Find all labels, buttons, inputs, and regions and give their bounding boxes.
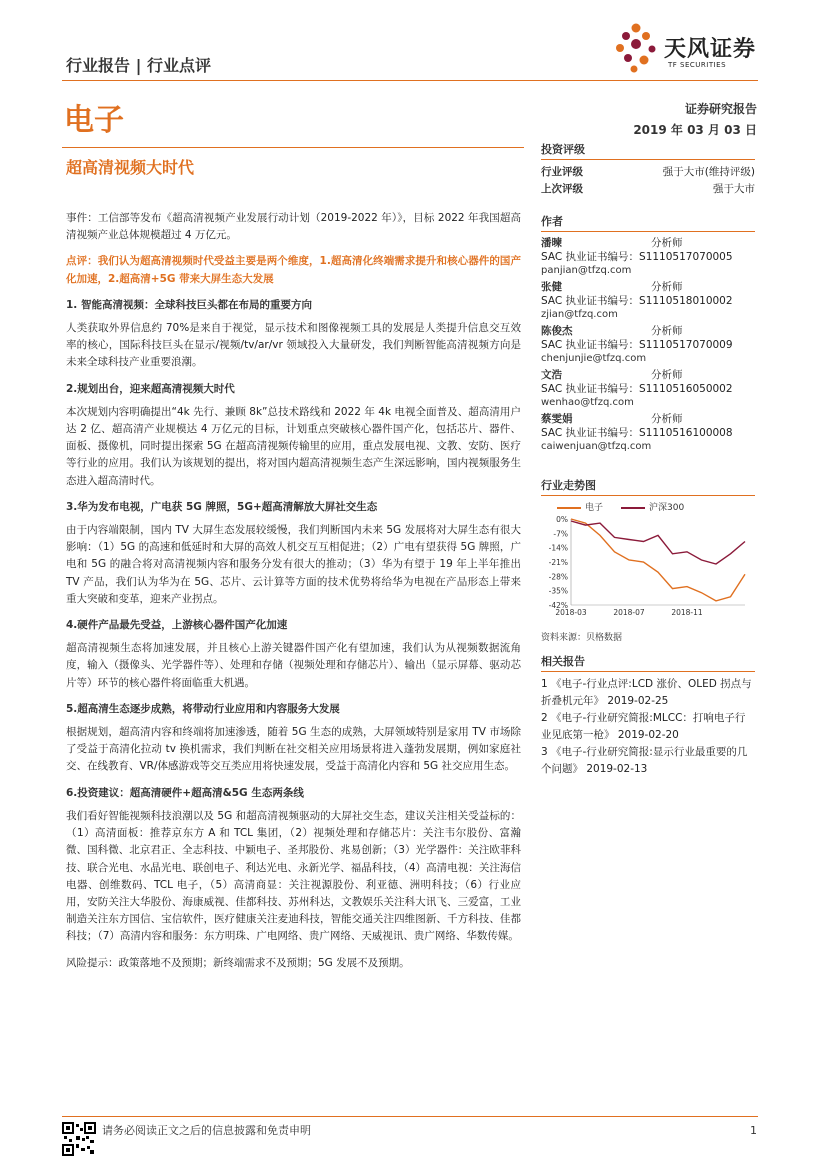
section-text: 根据规划，超高清内容和终端将加速渗透，随着 5G 生态的成熟，大屏领域特别是家用 TV 市场除了受益于高清化拉动 tv 换机需求，我们判断在社交相关应用场景将进入蓬勃发展期，例如家庭社交、在线教育、VR/体感游戏等交互类应用将快速发展，受益于高清化内容和 5G 社交应用生态。: [66, 726, 521, 773]
event-paragraph: 事件：工信部等发布《超高清视频产业发展行动计划（2019-2022 年）》，目标 2022 年我国超高清视频产业总体规模超过 4 万亿元。: [66, 212, 521, 242]
author-role: 分析师: [651, 413, 683, 425]
chart-source: 资料来源：贝格数据: [541, 633, 623, 643]
section-heading: 3.华为发布电视，广电获 5G 牌照，5G+超高清解放大屏社交生态: [66, 500, 378, 513]
trend-chart: [541, 513, 755, 625]
legend-item: [557, 500, 603, 513]
main-body: [66, 210, 521, 981]
author-entry: [541, 368, 755, 410]
y-tick-label: -7%: [553, 529, 568, 539]
rating-box: [541, 141, 755, 198]
author-entry: [541, 236, 755, 278]
page-title: 超高清视频大时代: [66, 158, 195, 177]
series-line: [571, 521, 745, 564]
author-sac: SAC 执业证书编号：S1110516050002: [541, 383, 733, 395]
trend-heading: 行业走势图: [541, 477, 755, 496]
author-email[interactable]: zjian@tfzq.com: [541, 309, 618, 320]
section-heading: 5.超高清生态逐步成熟，将带动行业应用和内容服务大发展: [66, 702, 340, 715]
tf-logo-icon: [612, 22, 660, 74]
rating-key: 行业评级: [541, 166, 583, 178]
rating-key: 上次评级: [541, 183, 583, 195]
y-tick-label: -28%: [548, 572, 568, 582]
trend-box: [541, 477, 755, 643]
authors-list: [541, 236, 755, 454]
footer-disclaimer[interactable]: 请务必阅读正文之后的信息披露和免责申明: [102, 1124, 311, 1137]
y-tick-label: -21%: [548, 558, 568, 567]
y-tick-label: -14%: [548, 543, 568, 553]
legend-label: 沪深300: [649, 503, 685, 513]
report-kind: 证券研究报告: [684, 102, 757, 116]
section-heading: 2.规划出台，迎来超高清视频大时代: [66, 382, 235, 395]
comment-paragraph: 点评：我们认为超高清视频时代受益主要是两个维度，1.超高清化终端需求提升和核心器件的国产化加速，2.超高清+5G 带来大屏生态大发展: [66, 255, 521, 285]
section-text: 本次规划内容明确提出“4k 先行、兼顾 8k”总技术路线和 2022 年 4k 电视全面普及、超高清用户达 2 亿、超高清产业规模达 4 万亿元的目标，计划重点突破核心器件国产化，包括芯片、器件、面板、摄像机，同时提出探索 5G 在超高清视频传输里的应用，重点发展电视、文教、安防、医疗等行业的应用。我们认为该规划的提出，将对国内超高清视频生态产生深远影响，国内视频服务生态进入超高清时代。: [66, 405, 521, 487]
section-heading: 1. 智能高清视频：全球科技巨头都在布局的重要方向: [66, 298, 312, 311]
author-email[interactable]: wenhao@tfzq.com: [541, 397, 634, 408]
section-text: 由于内容端限制，国内 TV 大屏生态发展较缓慢，我们判断国内未来 5G 发展将对大屏生态有很大影响：（1）5G 的高速和低延时和大屏的高效人机交互互相促进；（2）广电有望获得 5G 牌照，广电和 5G 的融合将对高清视频内容和服务分发有很大的推动；（3）华为有望于 19 年上半年推出 TV 产品，我们认为华为在 5G、芯片、云计算等方面的技术优势将给华为电视在产品形态上带来重大突破和变革，迎来产业拐点。: [66, 524, 521, 605]
author-name: 文浩: [541, 369, 562, 381]
author-entry: [541, 412, 755, 454]
related-list: [541, 676, 755, 777]
author-sac: SAC 执业证书编号：S1110516100008: [541, 427, 733, 439]
x-tick-label: 2018-03: [555, 608, 587, 617]
legend-item: [621, 500, 684, 513]
author-email[interactable]: panjian@tfzq.com: [541, 265, 632, 276]
section-text: 我们看好智能视频科技浪潮以及 5G 和超高清视频驱动的大屏社交生态，建议关注相关受益标的：（1）高清面板：推荐京东方 A 和 TCL 集团，（2）视频处理和存储芯片：关注韦尔股份、富瀚微、国科微、北京君正、全志科技、中颖电子、圣邦股份、兆易创新；（3）光学器件：关注欧菲科技、联合光电、水晶光电、联创电子、利达光电、永新光学、福晶科技，（4）高清电视：关注海信电器、创维数码、TCL 电子，（5）高清商显：关注视源股份、利亚德、洲明科技；（6）行业应用，安防关注大华股份、海康威视、佳都科技、苏州科达，文教娱乐关注科大讯飞、三爱富，工业制造关注东方国信、宝信软件，医疗健康关注麦迪科技，智能交通关注四维图新、千方科技、佳都科技；（7）高清内容和服务：东方明珠、广电网络、贵广网络、天威视讯、贵广网络、华数传媒。: [66, 809, 521, 943]
author-role: 分析师: [651, 369, 683, 381]
rating-heading: 投资评级: [541, 141, 755, 160]
series-line: [571, 519, 745, 601]
author-name: 张健: [541, 281, 562, 293]
author-role: 分析师: [651, 325, 683, 337]
brand-name-en: TF SECURITIES: [668, 61, 727, 69]
brand-name: 天风证券: [664, 37, 757, 62]
author-sac: SAC 执业证书编号：S1110517070009: [541, 339, 733, 351]
report-date: 2019 年 03 月 03 日: [633, 123, 757, 137]
authors-box: [541, 213, 755, 456]
author-email[interactable]: chenjunjie@tfzq.com: [541, 353, 647, 364]
rating-value: 强于大市(维持评级): [662, 166, 755, 178]
related-item[interactable]: 2 《电子-行业研究简报:MLCC：打响电子行业见底第一枪》 2019-02-20: [541, 712, 746, 741]
authors-heading: 作者: [541, 213, 755, 232]
x-tick-label: 2018-11: [671, 608, 703, 617]
author-email[interactable]: caiwenjuan@tfzq.com: [541, 441, 652, 452]
qr-code-icon: [62, 1122, 96, 1156]
related-item[interactable]: 1 《电子-行业点评:LCD 涨价、OLED 拐点与折叠机元年》 2019-02-25: [541, 678, 752, 707]
sector-title: 电子: [64, 103, 124, 138]
author-entry: [541, 324, 755, 366]
author-role: 分析师: [651, 237, 683, 249]
report-type: 行业报告 | 行业点评: [66, 56, 211, 75]
author-name: 陈俊杰: [541, 325, 573, 337]
author-entry: [541, 280, 755, 322]
chart-legend: [557, 500, 755, 513]
page-number: 1: [750, 1124, 757, 1137]
y-tick-label: -35%: [548, 586, 568, 596]
author-role: 分析师: [651, 281, 683, 293]
section-heading: 4.硬件产品最先受益，上游核心器件国产化加速: [66, 619, 288, 632]
related-item[interactable]: 3 《电子-行业研究简报:显示行业最重要的几个问题》 2019-02-13: [541, 746, 748, 775]
risk-paragraph: 风险提示：政策落地不及预期；新终端需求不及预期；5G 发展不及预期。: [66, 956, 410, 969]
section-heading: 6.投资建议：超高清硬件+超高清&5G 生态两条线: [66, 786, 304, 799]
author-name: 蔡雯娟: [541, 413, 573, 425]
header-divider: [62, 80, 758, 81]
rating-value: 强于大市: [713, 183, 755, 195]
related-box: [541, 653, 755, 778]
author-sac: SAC 执业证书编号：S1110518010002: [541, 295, 733, 307]
related-heading: 相关报告: [541, 653, 755, 672]
title-divider: [62, 147, 524, 148]
y-tick-label: 0%: [556, 515, 568, 524]
section-text: 人类获取外界信息约 70%是来自于视觉，显示技术和图像视频工具的发展是人类提升信息交互效率的核心，国际科技巨头在显示/视频/tv/ar/vr 领域投入大量研发，我们判断智能高清视频方向是未来全球科技产业重要浪潮。: [66, 322, 521, 369]
rating-row: [541, 181, 755, 198]
author-name: 潘暕: [541, 237, 562, 249]
footer-divider: [62, 1116, 758, 1117]
section-text: 超高清视频生态将加速发展，并且核心上游关键器件国产化有望加速，我们认为从视频数据流角度，输入（摄像头、光学器件等）、处理和存储（视频处理和存储芯片）、输出（显示屏幕、驱动芯片等）环节的核心器件将面临重大机遇。: [66, 642, 521, 689]
x-tick-label: 2018-07: [613, 608, 645, 617]
rating-row: [541, 164, 755, 181]
y-tick-label: -42%: [548, 601, 568, 610]
legend-label: 电子: [585, 503, 604, 513]
author-sac: SAC 执业证书编号：S1110517070005: [541, 251, 733, 263]
